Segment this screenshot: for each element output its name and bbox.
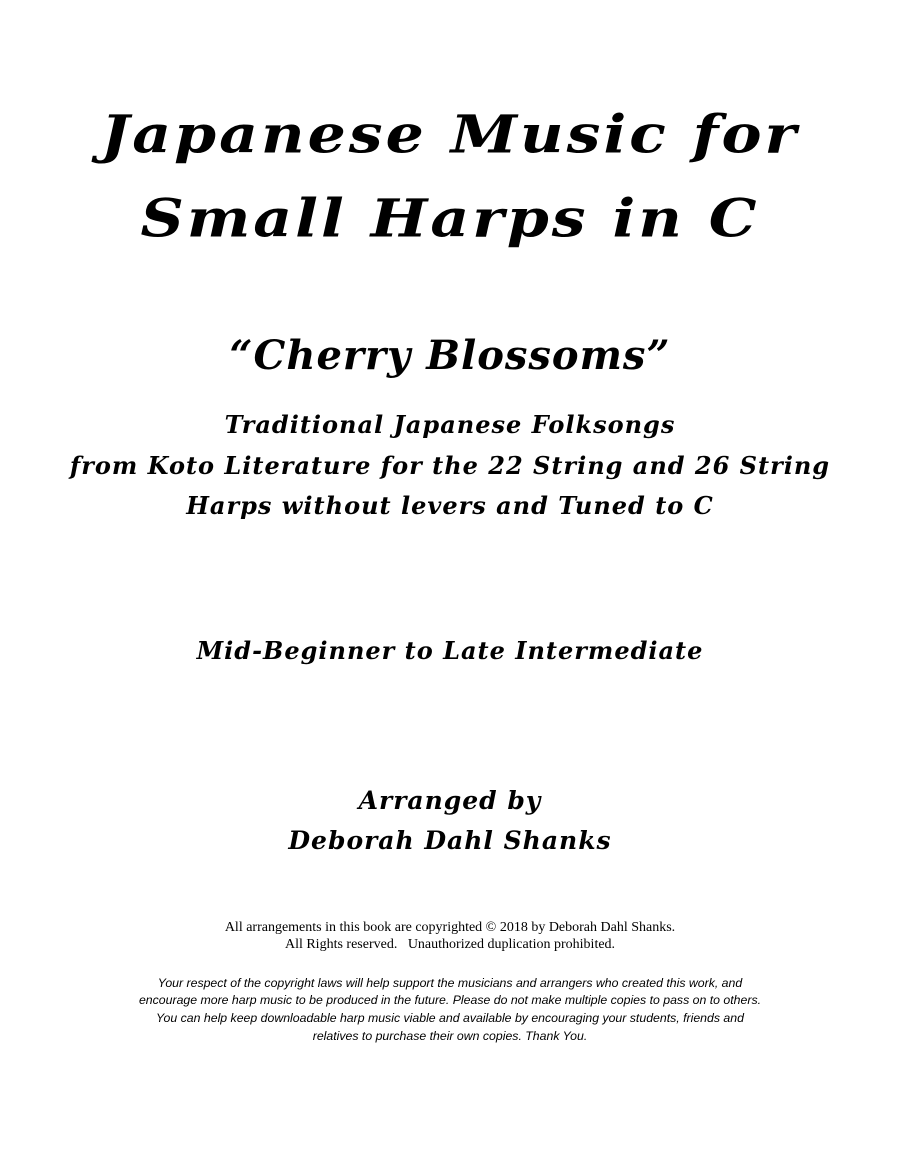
arranger-name: Deborah Dahl Shanks: [288, 826, 612, 855]
copyright-line-2: All Rights reserved. Unauthorized duplication prohibited.: [284, 937, 616, 952]
notice-line-4: relatives to purchase their own copies. Thank You.: [312, 1029, 588, 1043]
copyright-line-1: All arrangements in this book are copyrighted © 2018 by Deborah Dahl Shanks.: [224, 920, 676, 935]
book-title-line-2: Small Harps in C: [140, 188, 760, 250]
arranged-by-label: Arranged by: [358, 786, 542, 815]
description-line-2: from Koto Literature for the 22 String and 26 String: [69, 451, 831, 480]
notice-line-2: encourage more harp music to be produced in the future. Please do not make multiple copies to pass on to others.: [138, 993, 762, 1007]
description-line-1: Traditional Japanese Folksongs: [224, 410, 676, 439]
description-line-3: Harps without levers and Tuned to C: [186, 491, 714, 520]
notice-line-1: Your respect of the copyright laws will help support the musicians and arrangers who created this work, and: [157, 976, 743, 990]
notice-line-3: You can help keep downloadable harp music viable and available by encouraging your students, friends and: [156, 1011, 744, 1025]
difficulty-level: Mid-Beginner to Late Intermediate: [196, 636, 704, 665]
book-title-line-1: Japanese Music for: [100, 104, 800, 166]
book-subtitle: “Cherry Blossoms”: [229, 332, 671, 379]
